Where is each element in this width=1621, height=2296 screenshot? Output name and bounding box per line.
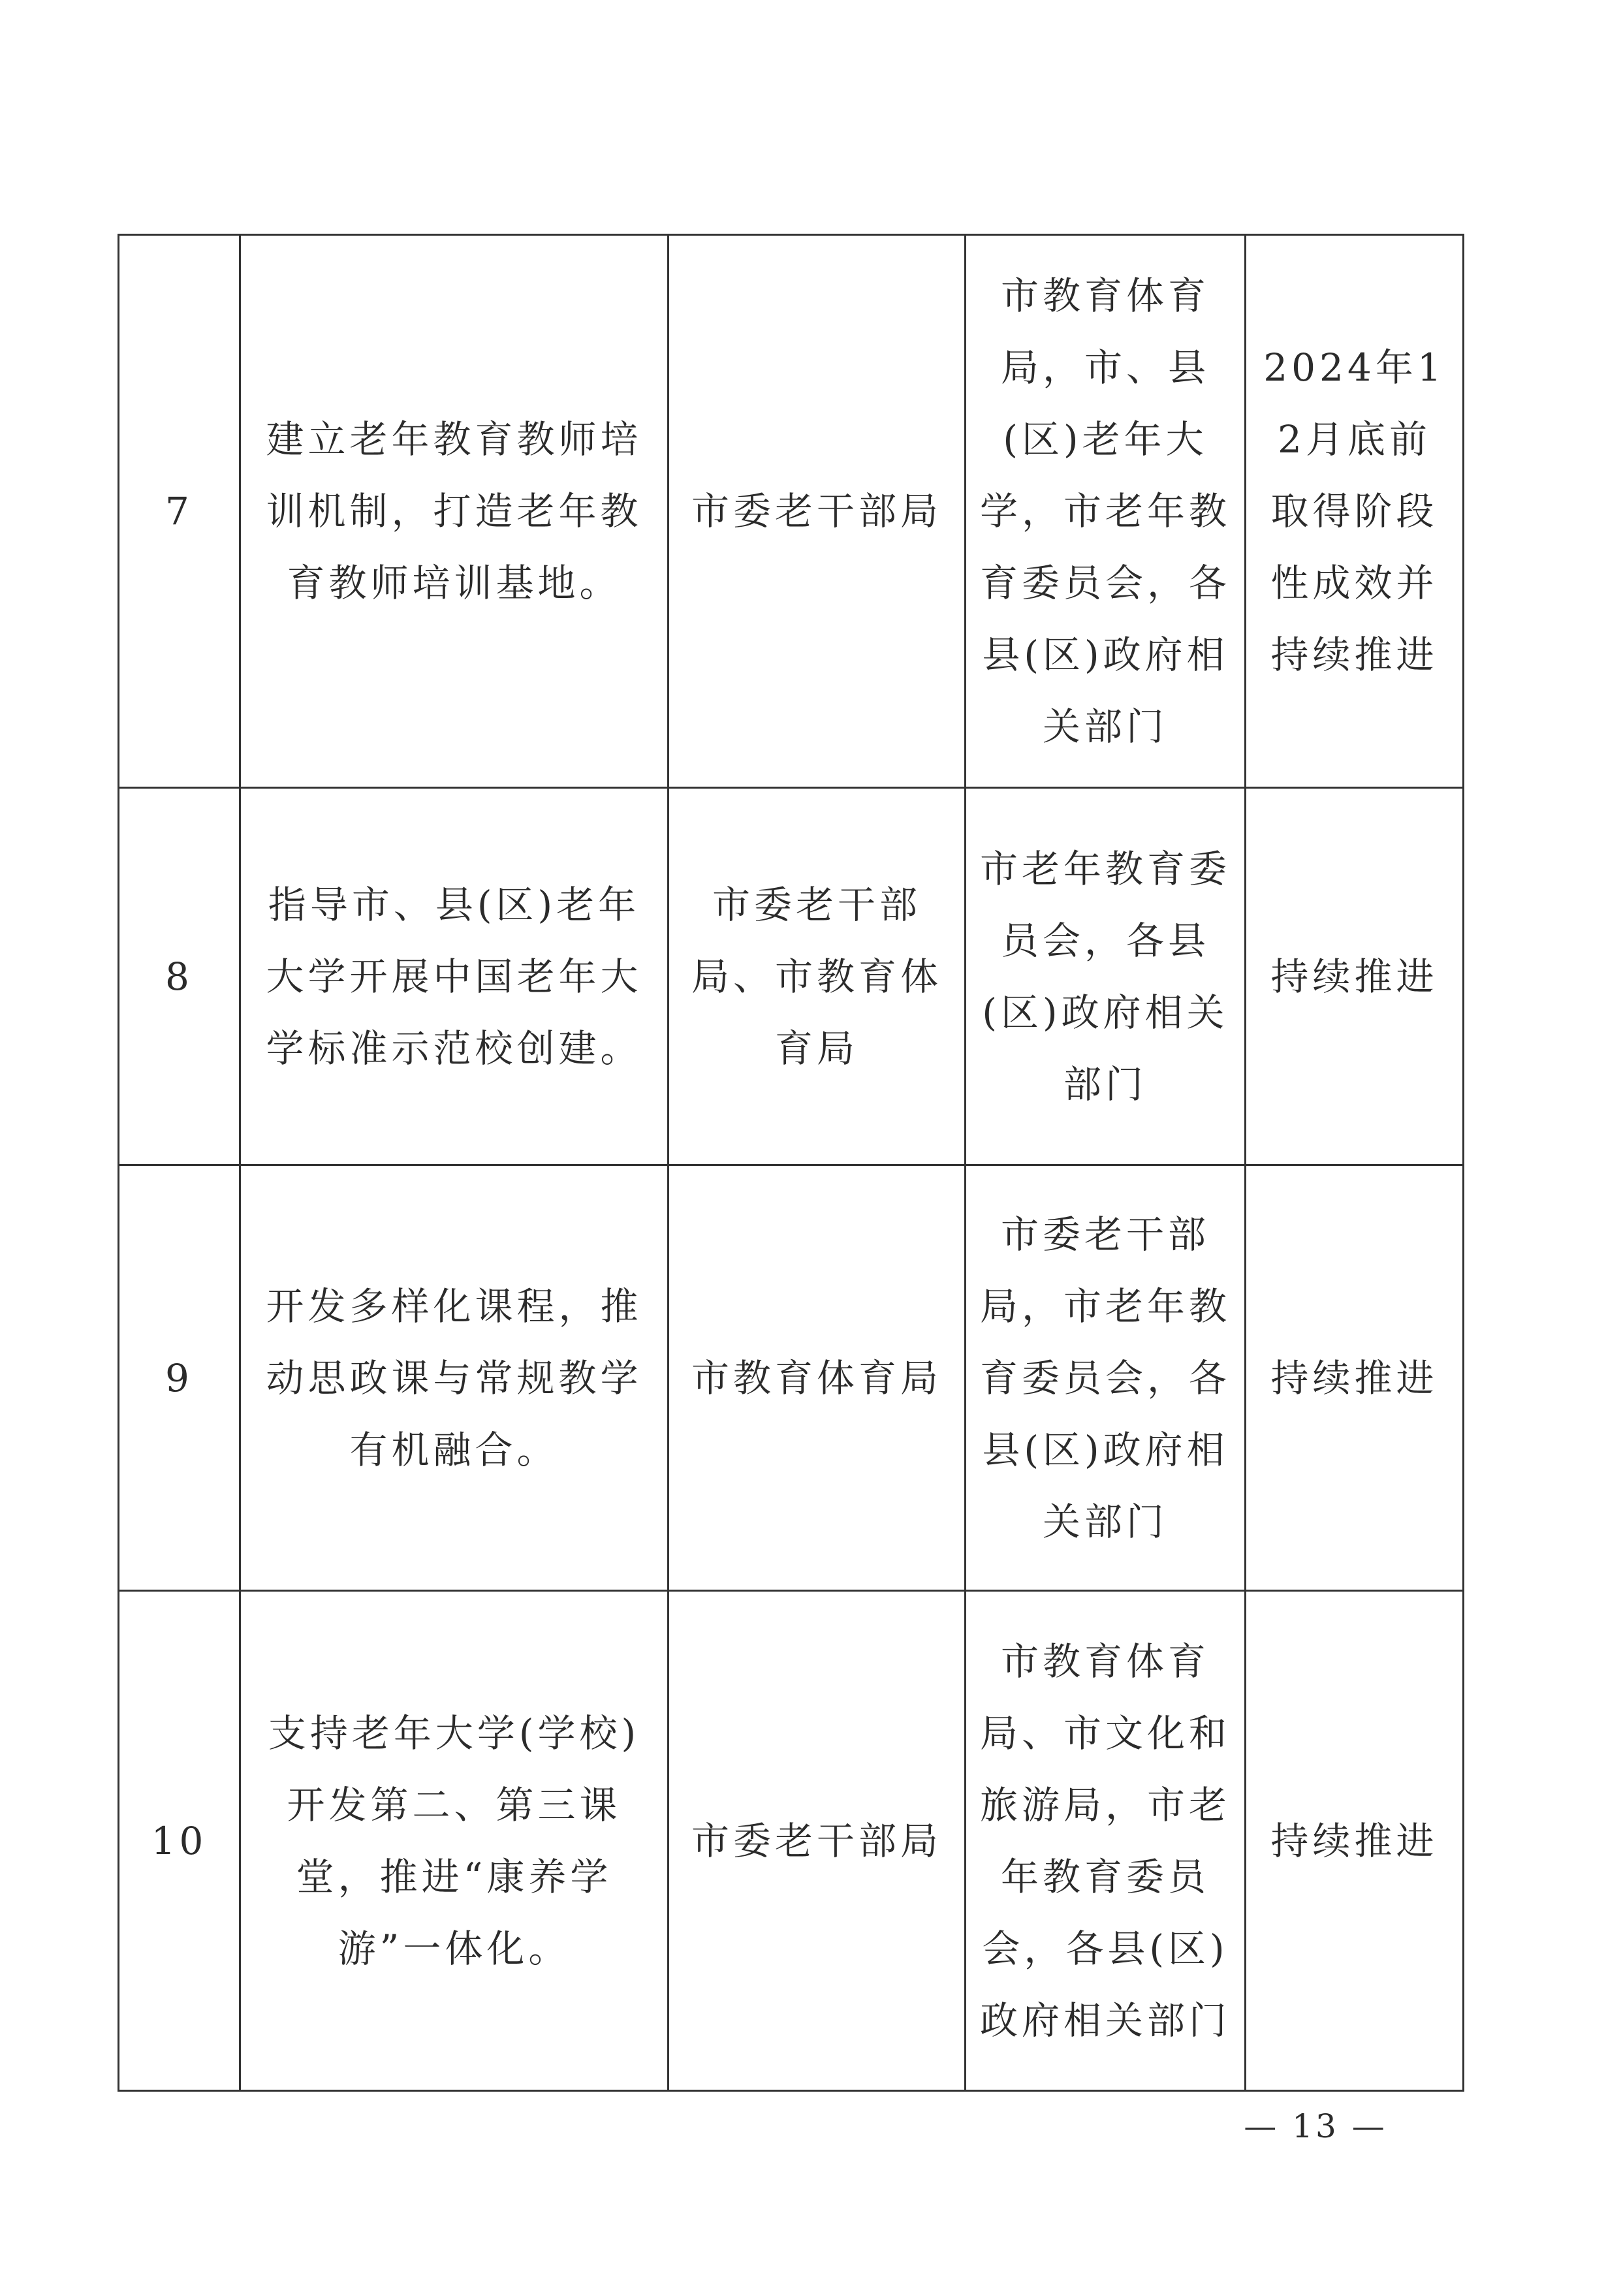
lead-unit: 市委老干部局、市教育体育局 [669,788,966,1165]
lead-unit: 市教育体育局 [669,1165,966,1591]
page-number: — 13 — [1244,2107,1387,2145]
row-number: 10 [119,1591,240,2091]
lead-unit: 市委老干部局 [669,235,966,788]
task-description: 开发多样化课程，推动思政课与常规教学有机融合。 [240,1165,669,1591]
task-table [118,234,1464,2092]
table-row [119,235,1464,788]
time-limit: 持续推进 [1246,788,1464,1165]
cooperating-units: 市委老干部局，市老年教育委员会，各县(区)政府相关部门 [966,1165,1246,1591]
table-row [119,1165,1464,1591]
lead-unit: 市委老干部局 [669,1591,966,2091]
task-description: 支持老年大学(学校)开发第二、第三课堂，推进“康养学游”一体化。 [240,1591,669,2091]
row-number: 8 [119,788,240,1165]
task-description: 建立老年教育教师培训机制，打造老年教育教师培训基地。 [240,235,669,788]
time-limit: 持续推进 [1246,1165,1464,1591]
cooperating-units: 市老年教育委员会，各县(区)政府相关部门 [966,788,1246,1165]
cooperating-units: 市教育体育局，市、县(区)老年大学，市老年教育委员会，各县(区)政府相关部门 [966,235,1246,788]
time-limit: 2024年12月底前取得阶段性成效并持续推进 [1246,235,1464,788]
task-description: 指导市、县(区)老年大学开展中国老年大学标准示范校创建。 [240,788,669,1165]
table-row [119,1591,1464,2091]
cooperating-units: 市教育体育局、市文化和旅游局，市老年教育委员会，各县(区)政府相关部门 [966,1591,1246,2091]
time-limit: 持续推进 [1246,1591,1464,2091]
row-number: 9 [119,1165,240,1591]
table-row [119,788,1464,1165]
row-number: 7 [119,235,240,788]
